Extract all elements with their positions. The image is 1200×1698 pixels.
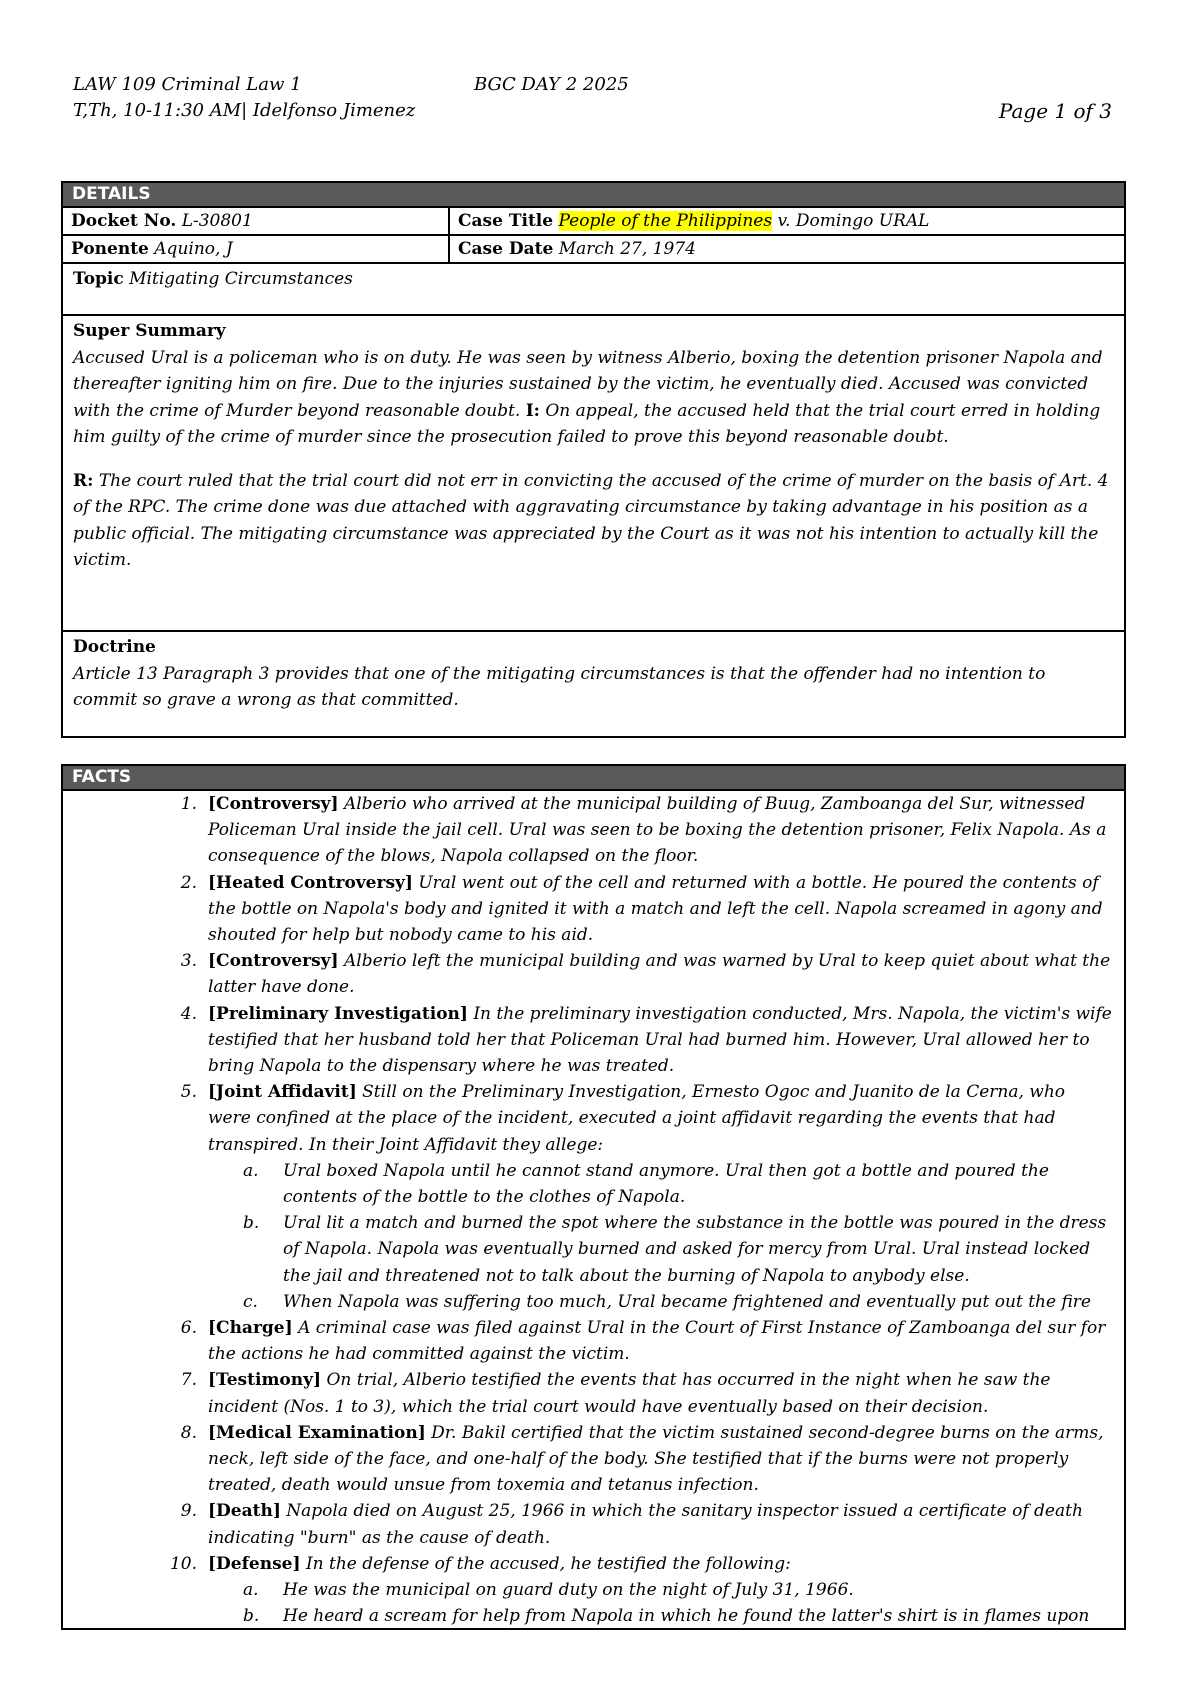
facts-list bbox=[63, 791, 1124, 1630]
issue-label: I: bbox=[525, 400, 540, 421]
case-title-label: Case Title bbox=[458, 211, 554, 231]
fact-subitem-text: When Napola was suffering too much, Ural became frightened and eventually put out the fire bbox=[283, 1291, 1091, 1312]
fact-text: In the defense of the accused, he testified the following: bbox=[305, 1553, 791, 1574]
fact-item bbox=[63, 948, 1124, 1000]
fact-tag: [Controversy] bbox=[208, 951, 339, 972]
fact-text: Dr. Bakil certified that the victim sustained second-degree burns on the arms, neck, left side of the face, and one-half of the body. She testified that if the burns were not properly treated, death would unsue from toxemia and tetanus infection. bbox=[208, 1422, 1104, 1496]
fact-tag: [Death] bbox=[208, 1501, 281, 1522]
fact-subitem bbox=[63, 1603, 1124, 1629]
fact-item bbox=[63, 791, 1124, 870]
ponente-row bbox=[63, 236, 1124, 264]
fact-subitem-letter: a. bbox=[243, 1160, 259, 1181]
fact-subitem-text: Ural boxed Napola until he cannot stand anymore. Ural then got a bottle and poured the contents of the bottle to the clothes of Napola. bbox=[283, 1160, 1049, 1208]
docket-cell bbox=[63, 208, 450, 234]
fact-number: 9. bbox=[180, 1501, 197, 1522]
fact-tag: [Defense] bbox=[208, 1553, 301, 1574]
header-left bbox=[73, 72, 415, 124]
details-box bbox=[61, 181, 1126, 738]
case-date-cell bbox=[450, 236, 1124, 262]
case-date-label: Case Date bbox=[458, 239, 554, 259]
fact-number: 6. bbox=[180, 1318, 197, 1339]
fact-text: Alberio who arrived at the municipal building of Buug, Zamboanga del Sur, witnessed Policeman Ural inside the jail cell. Ural was seen to be boxing the detention prisoner, Felix Napola. As a consequence of the blows, Napola collapsed on the floor. bbox=[208, 794, 1107, 867]
facts-heading: FACTS bbox=[63, 766, 1124, 791]
topic-label: Topic bbox=[73, 269, 124, 289]
fact-number: 4. bbox=[180, 1003, 197, 1024]
ponente-label: Ponente bbox=[71, 239, 149, 259]
super-summary-body bbox=[73, 345, 1114, 451]
fact-tag: [Medical Examination] bbox=[208, 1422, 426, 1443]
fact-tag: [Testimony] bbox=[208, 1370, 322, 1391]
fact-item bbox=[63, 1367, 1124, 1419]
fact-item bbox=[63, 1315, 1124, 1367]
fact-number: 2. bbox=[180, 872, 197, 893]
case-date-value: March 27, 1974 bbox=[558, 239, 696, 259]
ruling-body bbox=[73, 468, 1114, 574]
fact-number: 10. bbox=[169, 1553, 197, 1574]
ruling-text: The court ruled that the trial court did not err in convicting the accused of the crime of murder on the basis of Art. 4 of the RPC. The crime done was due attached with aggravating circumstance by taking advantage in his position as a public official. The mitigating circumstance was appreciated by the Court as it was not his intention to actually kill the victim. bbox=[73, 470, 1109, 570]
docket-value: L-30801 bbox=[181, 211, 253, 231]
case-title-rest: v. Domingo URAL bbox=[777, 211, 930, 231]
fact-item bbox=[63, 1498, 1124, 1550]
fact-tag: [Charge] bbox=[208, 1318, 293, 1339]
fact-tag: [Controversy] bbox=[208, 794, 339, 814]
super-summary-label: Super Summary bbox=[73, 321, 226, 341]
ruling-label: R: bbox=[73, 470, 94, 491]
fact-subitem-letter: c. bbox=[243, 1291, 258, 1312]
course-title: LAW 109 Criminal Law 1 bbox=[73, 74, 302, 95]
fact-number: 7. bbox=[180, 1370, 197, 1391]
fact-subitem-letter: b. bbox=[243, 1213, 260, 1234]
fact-subitem bbox=[63, 1577, 1124, 1603]
fact-subitem-letter: a. bbox=[243, 1580, 259, 1601]
summary-text: Accused Ural is a policeman who is on duty. He was seen by witness Alberio, boxing the detention prisoner Napola and thereafter igniting him on fire. Due to the injuries sustained by the victim, he eventually died. Accused was convicted with the crime of Murder beyond reasonable doubt. bbox=[73, 347, 1103, 421]
fact-tag: [Joint Affidavit] bbox=[208, 1082, 357, 1103]
fact-tag: [Preliminary Investigation] bbox=[208, 1003, 468, 1024]
fact-item bbox=[63, 1551, 1124, 1577]
fact-text: Napola died on August 25, 1966 in which the sanitary inspector issued a certificate of death indicating "burn" as the cause of death. bbox=[208, 1501, 1083, 1548]
doctrine-text: Article 13 Paragraph 3 provides that one of the mitigating circumstances is that the offender had no intention to commit so grave a wrong as that committed. bbox=[73, 663, 1046, 710]
batch-label: BGC DAY 2 2025 bbox=[474, 74, 629, 95]
fact-subitem bbox=[63, 1289, 1124, 1315]
fact-text: A criminal case was filed against Ural in the Court of First Instance of Zamboanga del sur for the actions he had committed against the victim. bbox=[208, 1318, 1106, 1365]
fact-item bbox=[63, 1079, 1124, 1158]
doctrine-section bbox=[63, 632, 1124, 740]
fact-item bbox=[63, 870, 1124, 949]
class-schedule: T,Th, 10-11:30 AM| Idelfonso Jimenez bbox=[73, 100, 416, 121]
fact-subitem-text: He was the municipal on guard duty on the night of July 31, 1966. bbox=[283, 1580, 854, 1601]
fact-subitem bbox=[63, 1210, 1124, 1289]
case-title-cell bbox=[450, 208, 1124, 234]
fact-number: 8. bbox=[180, 1422, 197, 1443]
fact-text: In the preliminary investigation conducted, Mrs. Napola, the victim's wife testified that her husband told her that Policeman Ural had burned him. However, Ural allowed her to bring Napola to the dispensary where he was treated. bbox=[208, 1003, 1112, 1077]
issue-text: On appeal, the accused held that the trial court erred in holding him guilty of the crime of murder since the prosecution failed to prove this beyond reasonable doubt. bbox=[73, 400, 1101, 447]
fact-text: Alberio left the municipal building and was warned by Ural to keep quiet about what the latter have done. bbox=[208, 951, 1111, 998]
fact-subitem-text: He heard a scream for help from Napola in which he found the latter's shirt is in flames upon bbox=[283, 1606, 1090, 1627]
fact-item bbox=[63, 1001, 1124, 1080]
case-title-highlight: People of the Philippines bbox=[558, 211, 773, 231]
page-number: Page 1 of 3 bbox=[998, 99, 1112, 123]
facts-box bbox=[61, 764, 1126, 1630]
fact-number: 5. bbox=[180, 1082, 197, 1103]
fact-tag: [Heated Controversy] bbox=[208, 872, 413, 893]
topic-section bbox=[63, 264, 1124, 316]
fact-number: 3. bbox=[180, 951, 197, 972]
docket-row bbox=[63, 208, 1124, 236]
fact-number: 1. bbox=[180, 794, 197, 814]
doctrine-label: Doctrine bbox=[73, 637, 156, 657]
fact-subitem-letter: b. bbox=[243, 1606, 260, 1627]
fact-text: On trial, Alberio testified the events that has occurred in the night when he saw the incident (Nos. 1 to 3), which the trial court would have eventually based on their decision. bbox=[208, 1370, 1051, 1417]
docket-label: Docket No. bbox=[71, 211, 177, 231]
ponente-value: Aquino, J bbox=[154, 239, 233, 259]
fact-item bbox=[63, 1420, 1124, 1499]
fact-text: Still on the Preliminary Investigation, Ernesto Ogoc and Juanito de la Cerna, who were confined at the place of the incident, executed a joint affidavit regarding the events that had transpired. In their Joint Affidavit they allege: bbox=[208, 1082, 1066, 1155]
fact-text: Ural went out of the cell and returned with a bottle. He poured the contents of the bottle on Napola's body and ignited it with a match and left the cell. Napola screamed in agony and shouted for help but nobody came to his aid. bbox=[208, 872, 1103, 946]
fact-subitem bbox=[63, 1158, 1124, 1210]
super-summary-section bbox=[63, 316, 1124, 632]
details-heading: DETAILS bbox=[63, 183, 1124, 208]
topic-value: Mitigating Circumstances bbox=[129, 269, 353, 289]
ponente-cell bbox=[63, 236, 450, 262]
fact-subitem-text: Ural lit a match and burned the spot where the substance in the bottle was poured in the dress of Napola. Napola was eventually burned and asked for mercy from Ural. Ural instead locked the jail and threatened not to talk about the burning of Napola to anybody else. bbox=[283, 1213, 1107, 1286]
